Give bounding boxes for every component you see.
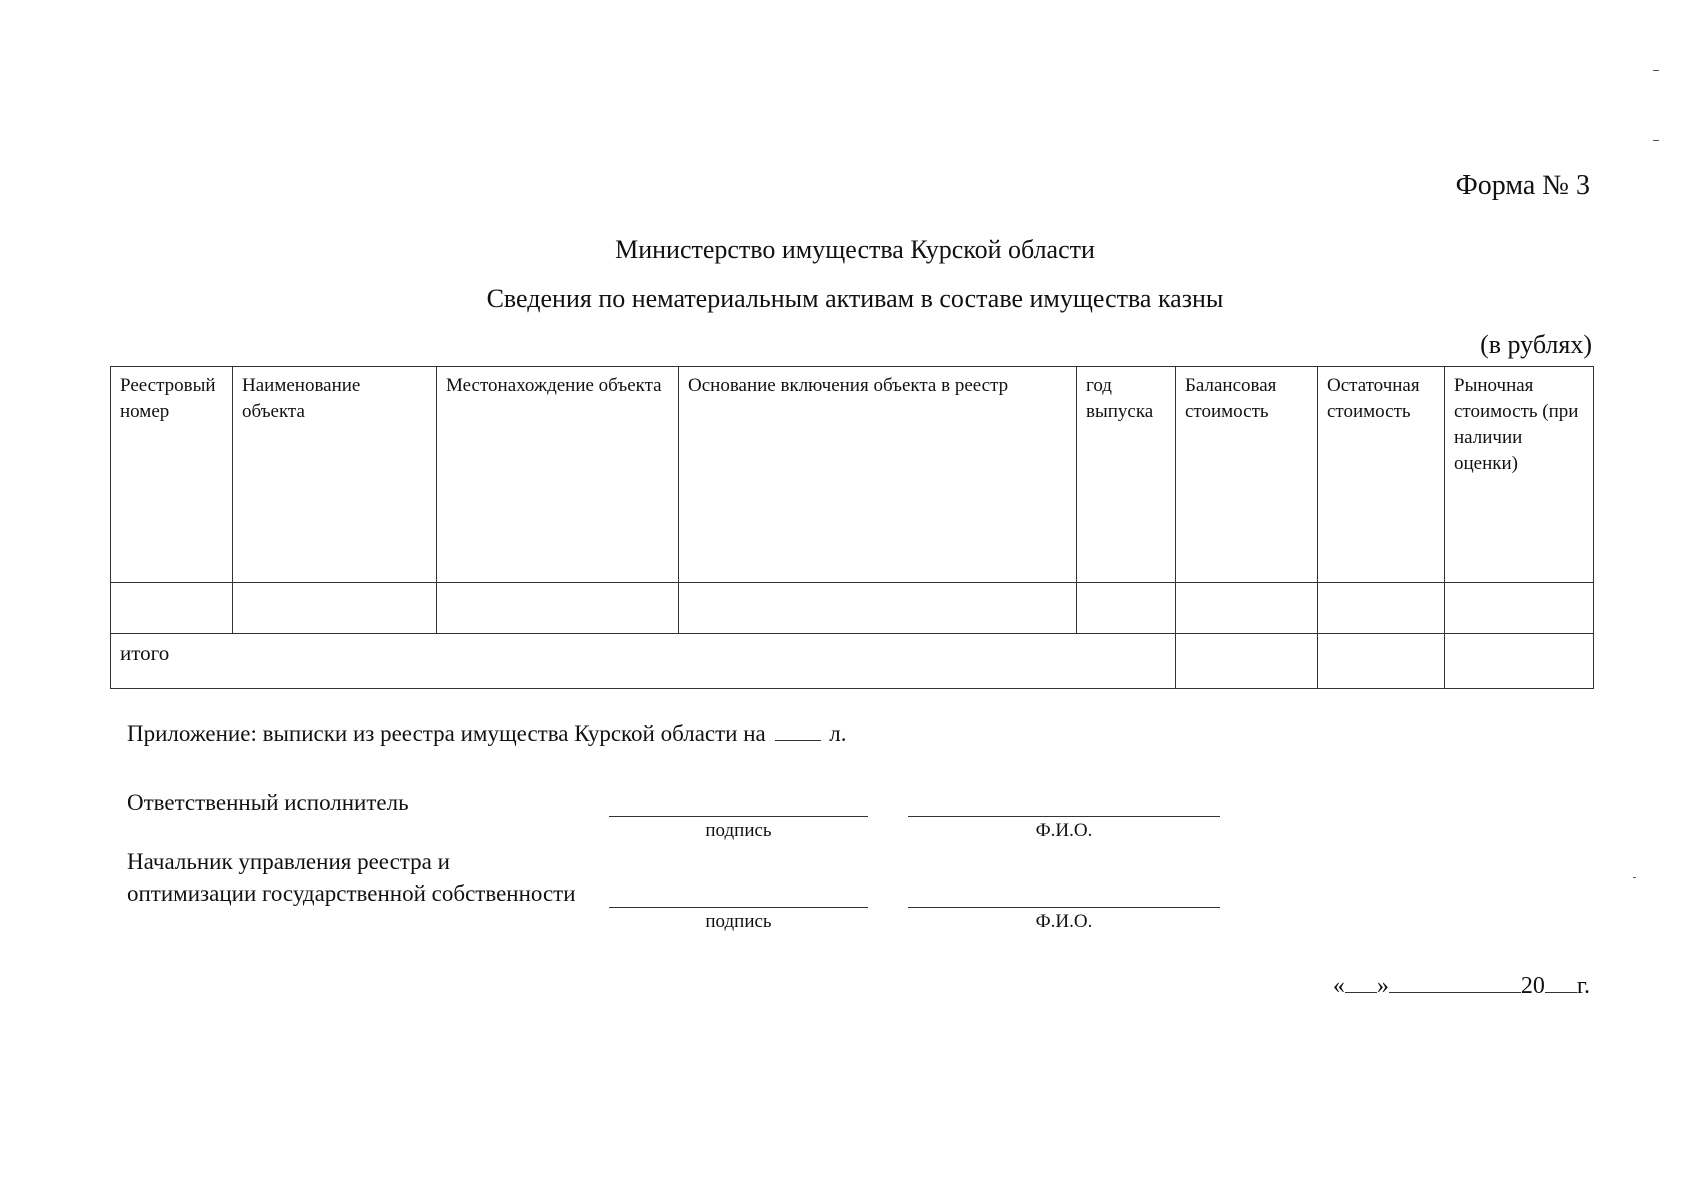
document-title: Сведения по нематериальным активам в составе имущества казны xyxy=(486,284,1224,313)
form-number: Форма № 3 xyxy=(1455,170,1590,201)
responsible-executor-label: Ответственный исполнитель xyxy=(127,790,409,815)
table-cell xyxy=(1318,583,1445,634)
table-header-row xyxy=(111,367,1594,583)
date-line xyxy=(1333,972,1590,1000)
column-header-registry-number: Реестровый номер xyxy=(111,367,233,583)
day-blank xyxy=(1345,972,1377,993)
scan-mark xyxy=(1653,70,1659,71)
year-blank xyxy=(1545,972,1577,993)
currency-units: (в рублях) xyxy=(1480,330,1592,359)
table-row xyxy=(111,583,1594,634)
date-open-quote: « xyxy=(1332,973,1345,999)
head-name-caption: Ф.И.О. xyxy=(1035,911,1093,932)
column-header-release-year: год выпуска xyxy=(1077,367,1176,583)
ministry-name: Министерство имущества Курской области xyxy=(615,235,1095,264)
scan-mark xyxy=(1633,877,1636,878)
total-book-value-cell xyxy=(1176,634,1318,689)
total-label: итого xyxy=(111,634,1176,689)
head-signature-line xyxy=(609,907,868,908)
responsible-signature-line xyxy=(609,816,868,817)
attachment-note-text: Приложение: выписки из реестра имущества Курской области на xyxy=(127,721,766,746)
head-of-department-label-line2: оптимизации государственной собственности xyxy=(127,881,576,906)
table-cell xyxy=(1445,583,1594,634)
total-row xyxy=(111,634,1594,689)
total-market-value-cell xyxy=(1445,634,1594,689)
column-header-object-name: Наименование объекта xyxy=(233,367,437,583)
column-header-market-value: Рыночная стоимость (при наличии оценки) xyxy=(1445,367,1594,583)
table-cell xyxy=(111,583,233,634)
column-header-object-location: Местонахождение объекта xyxy=(437,367,679,583)
year-suffix: г. xyxy=(1576,973,1590,999)
scan-mark xyxy=(1653,140,1659,141)
date-close-quote: » xyxy=(1376,973,1389,999)
table-cell xyxy=(1077,583,1176,634)
total-residual-value-cell xyxy=(1318,634,1445,689)
table-cell xyxy=(233,583,437,634)
attachment-note xyxy=(127,720,847,747)
responsible-signature-caption: подпись xyxy=(705,820,772,841)
table-cell xyxy=(437,583,679,634)
column-header-book-value: Балансовая стоимость xyxy=(1176,367,1318,583)
attachment-note-unit: л. xyxy=(829,721,847,746)
head-name-line xyxy=(908,907,1220,908)
head-of-department-label xyxy=(127,846,576,910)
assets-table xyxy=(110,366,1594,689)
year-prefix: 20 xyxy=(1520,973,1545,999)
table-cell xyxy=(1176,583,1318,634)
month-blank xyxy=(1389,972,1521,993)
column-header-inclusion-basis: Основание включения объекта в реестр xyxy=(679,367,1077,583)
head-of-department-label-line1: Начальник управления реестра и xyxy=(127,849,450,874)
responsible-name-line xyxy=(908,816,1220,817)
responsible-name-caption: Ф.И.О. xyxy=(1035,820,1093,841)
column-header-residual-value: Остаточная стоимость xyxy=(1318,367,1445,583)
table-cell xyxy=(679,583,1077,634)
head-signature-caption: подпись xyxy=(705,911,772,932)
sheet-count-blank xyxy=(775,720,821,741)
